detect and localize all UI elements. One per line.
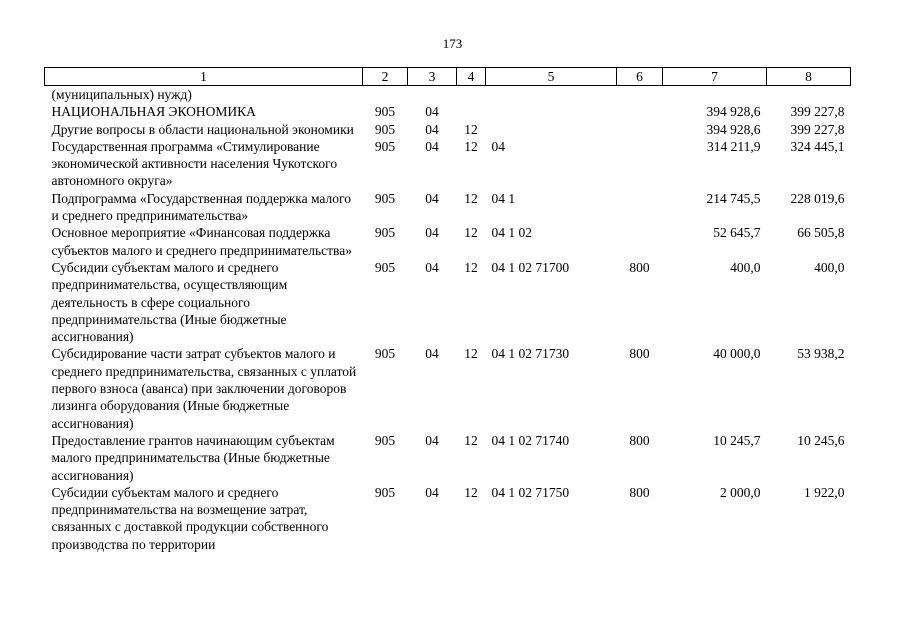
row-rz: 04 <box>425 138 439 154</box>
row-ved: 905 <box>374 484 396 500</box>
row-vr <box>617 121 663 138</box>
row-rz: 04 <box>425 225 439 241</box>
row-cs: 04 1 02 71730 <box>491 346 570 362</box>
row-value-2022: 394 928,6 <box>706 104 761 120</box>
header-col-5: 5 <box>486 68 617 86</box>
row-value-2022: 40 000,0 <box>713 346 761 362</box>
row-pr: 12 <box>464 346 478 362</box>
row-value-2022: 400,0 <box>730 259 761 275</box>
row-pr: 12 <box>464 138 478 154</box>
row-name: Субсидирование части затрат субъектов малого и среднего предпринимательства, связанных с уплатой первого взноса (аванса) при заключении договоров лизинга оборудования (Иные бюджетные ассигнования) <box>51 346 357 431</box>
row-vr <box>617 103 663 120</box>
row-cs <box>486 86 617 104</box>
row-cs: 04 1 <box>491 190 516 206</box>
row-ved: 905 <box>374 346 396 362</box>
row-value-2023 <box>767 86 851 104</box>
row-rz: 04 <box>425 484 439 500</box>
row-cs <box>486 103 617 120</box>
row-pr: 12 <box>464 259 478 275</box>
row-name: (муниципальных) нужд) <box>51 87 192 102</box>
row-ved: 905 <box>374 432 396 448</box>
row-value-2022: 394 928,6 <box>706 121 761 137</box>
row-ved: 905 <box>374 104 396 120</box>
row-vr: 800 <box>629 484 650 500</box>
row-rz: 04 <box>425 104 439 120</box>
table-row <box>45 138 851 190</box>
table-header-row <box>45 68 851 86</box>
row-value-2023: 66 505,8 <box>797 225 845 241</box>
row-value-2022 <box>663 86 767 104</box>
table-row <box>45 484 851 553</box>
row-ved: 905 <box>374 138 396 154</box>
row-cs: 04 <box>491 138 505 154</box>
row-cs: 04 1 02 71700 <box>491 259 570 275</box>
row-value-2022: 214 745,5 <box>706 190 761 206</box>
row-rz <box>408 86 457 104</box>
header-col-2: 2 <box>363 68 408 86</box>
row-pr <box>457 86 486 104</box>
table-row <box>45 224 851 259</box>
row-vr <box>617 190 663 225</box>
row-value-2022: 314 211,9 <box>707 138 761 154</box>
row-value-2023: 324 445,1 <box>790 138 845 154</box>
row-rz: 04 <box>425 346 439 362</box>
row-pr: 12 <box>464 484 478 500</box>
row-pr: 12 <box>464 121 478 137</box>
row-name: Государственная программа «Стимулирование экономической активности населения Чукотского автономного округа» <box>51 138 338 189</box>
row-cs <box>486 121 617 138</box>
header-col-7: 7 <box>663 68 767 86</box>
header-col-6: 6 <box>617 68 663 86</box>
page-number: 173 <box>442 36 463 51</box>
table-row <box>45 190 851 225</box>
row-ved: 905 <box>374 225 396 241</box>
row-pr: 12 <box>464 225 478 241</box>
row-vr: 800 <box>629 432 650 448</box>
row-ved: 905 <box>374 121 396 137</box>
row-rz: 04 <box>425 121 439 137</box>
row-cs: 04 1 02 71750 <box>491 484 570 500</box>
row-value-2022: 10 245,7 <box>713 432 761 448</box>
row-value-2023: 53 938,2 <box>797 346 845 362</box>
budget-table <box>44 67 851 553</box>
row-name: Предоставление грантов начинающим субъектам малого предпринимательства (Иные бюджетные ассигнования) <box>51 432 335 483</box>
row-name: Подпрограмма «Государственная поддержка малого и среднего предпринимательства» <box>51 190 351 224</box>
header-col-1: 1 <box>45 68 363 86</box>
row-value-2023: 400,0 <box>814 259 845 275</box>
row-pr: 12 <box>464 190 478 206</box>
row-value-2023: 399 227,8 <box>790 104 845 120</box>
table-row <box>45 103 851 120</box>
row-ved <box>363 86 408 104</box>
row-name: НАЦИОНАЛЬНАЯ ЭКОНОМИКА <box>51 104 256 120</box>
row-ved: 905 <box>374 259 396 275</box>
row-ved: 905 <box>374 190 396 206</box>
row-value-2023: 399 227,8 <box>790 121 845 137</box>
row-rz: 04 <box>425 432 439 448</box>
header-col-3: 3 <box>408 68 457 86</box>
table-row <box>45 86 851 104</box>
row-value-2022: 52 645,7 <box>713 225 761 241</box>
header-col-8: 8 <box>767 68 851 86</box>
row-value-2022: 2 000,0 <box>720 484 761 500</box>
header-col-4: 4 <box>457 68 486 86</box>
row-value-2023: 228 019,6 <box>790 190 845 206</box>
row-cs: 04 1 02 71740 <box>491 432 570 448</box>
row-value-2023: 10 245,6 <box>797 432 845 448</box>
row-name: Основное мероприятие «Финансовая поддержка субъектов малого и среднего предпринимательства» <box>51 225 352 258</box>
row-rz: 04 <box>425 190 439 206</box>
row-cs: 04 1 02 <box>491 225 532 241</box>
table-row <box>45 345 851 431</box>
row-rz: 04 <box>425 259 439 275</box>
row-value-2023: 1 922,0 <box>804 484 845 500</box>
row-vr <box>617 86 663 104</box>
row-name: Другие вопросы в области национальной экономики <box>51 121 354 137</box>
row-name: Субсидии субъектам малого и среднего предпринимательства на возмещение затрат, связанных с доставкой продукции собственного производства по территории <box>51 484 329 552</box>
row-vr: 800 <box>629 346 650 362</box>
table-row <box>45 259 851 345</box>
table-row <box>45 121 851 138</box>
row-pr: 12 <box>464 432 478 448</box>
row-vr <box>617 224 663 259</box>
table-row <box>45 432 851 484</box>
row-vr: 800 <box>629 259 650 275</box>
row-pr <box>457 103 486 120</box>
row-name: Субсидии субъектам малого и среднего предпринимательства, осуществляющим деятельность в сфере социального предпринимательства (Иные бюджетные ассигнования) <box>51 259 288 345</box>
row-vr <box>617 138 663 190</box>
